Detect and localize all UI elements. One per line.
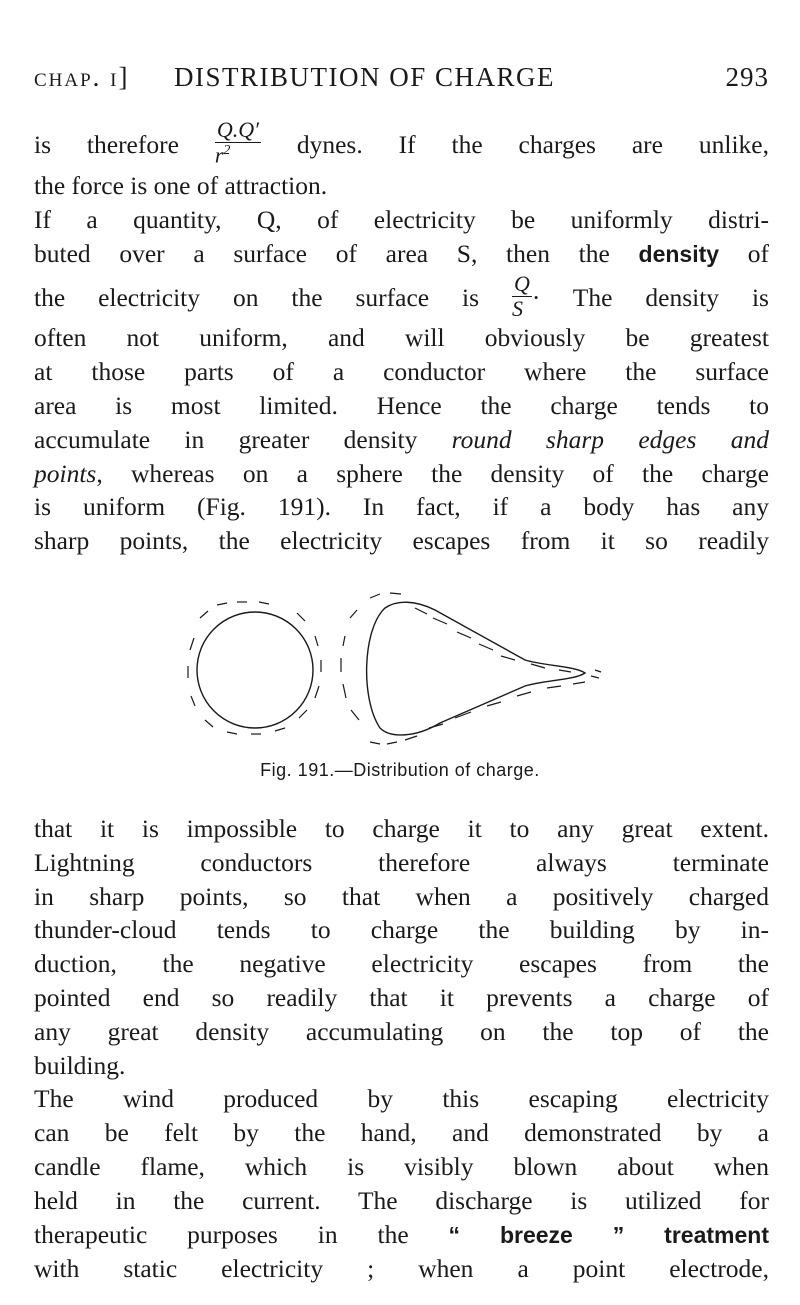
text-line: points, whereas on a sphere the density of the charge (34, 458, 769, 488)
term-density: density (638, 240, 720, 267)
text-line: often not uniform, and will obviously be greatest (34, 323, 769, 353)
text-line: candle flame, which is visibly blown about when (34, 1151, 769, 1181)
text-line: Lightning conductors therefore always terminate (34, 847, 769, 877)
text-line: in sharp points, so that when a positively charged (34, 881, 769, 911)
text-line: can be felt by the hand, and demonstrated by a (34, 1118, 769, 1148)
running-title: DISTRIBUTION OF CHARGE (174, 62, 556, 92)
figure-charge-distribution (175, 588, 635, 748)
text-line: sharp points, the electricity escapes from it so readily (34, 526, 769, 556)
text-line: buted over a surface of area S, then the density of (34, 238, 769, 268)
text-line: the force is one of attraction. (34, 171, 328, 200)
text-line: is therefore $\frac{Q.Q'}{r^2}$ dynes. If the charges are unlike, (34, 117, 769, 168)
sphere-diagram (188, 602, 321, 734)
text-line: the electricity on the surface is $\frac{Q}{S}$ · The density is (34, 271, 769, 322)
text-line: therapeutic purposes in the “ breeze ” treatment (34, 1219, 769, 1249)
text-line: If a quantity, Q, of electricity be uniformly distri- (34, 204, 769, 234)
paragraph-bottom (34, 812, 769, 1286)
text-line: area is most limited. Hence the charge tends to (34, 390, 769, 420)
text-line: accumulate in greater density round sharp edges and (34, 424, 769, 454)
text-line: The wind produced by this escaping electricity (34, 1084, 769, 1114)
text-line: building. (34, 1050, 126, 1080)
term-breeze-treatment: “ breeze ” treatment (448, 1221, 769, 1248)
pointed-conductor-diagram (341, 593, 601, 744)
text-line: is uniform (Fig. 191). In fact, if a body has any (34, 492, 769, 522)
text-line: duction, the negative electricity escapes from the (34, 949, 769, 979)
chapter-reference: chap. i] (34, 62, 130, 92)
sphere-conductor (197, 612, 313, 728)
sphere-charge-dashes (188, 602, 321, 734)
pointed-charge-dashes (341, 593, 601, 744)
text-line: thunder-cloud tends to charge the building by in- (34, 915, 769, 945)
text-line: at those parts of a conductor where the surface (34, 357, 769, 387)
running-header (34, 62, 769, 102)
paragraph-top (34, 113, 769, 558)
fraction-force: $\frac{Q.Q'}{r^2}$ (214, 117, 259, 168)
text-line: held in the current. The discharge is utilized for (34, 1185, 769, 1215)
figure-caption: Fig. 191.—Distribution of charge. (260, 760, 540, 780)
pointed-conductor (367, 602, 585, 735)
text-line: with static electricity ; when a point electrode, (34, 1254, 769, 1284)
text-line: pointed end so readily that it prevents a charge of (34, 982, 769, 1012)
text-line: that it is impossible to charge it to any great extent. (34, 814, 769, 843)
fraction-density: $\frac{Q}{S}$ (511, 271, 530, 322)
page-number: 293 (725, 62, 769, 92)
text-line: any great density accumulating on the top of the (34, 1016, 769, 1046)
